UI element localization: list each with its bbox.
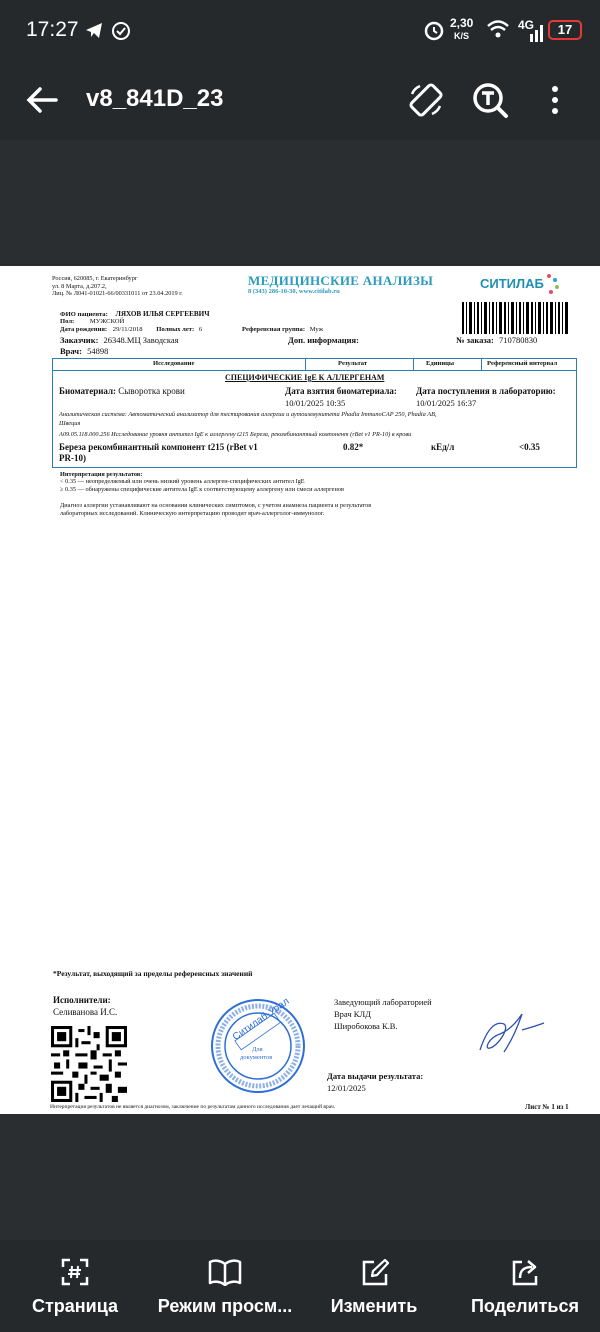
result-value: 0.82* — [343, 442, 364, 452]
biomaterial-label: Биоматериал: — [59, 386, 117, 396]
brand-name: СИТИЛАБ — [480, 276, 544, 291]
share-button-label: Поделиться — [470, 1296, 580, 1316]
sex-label: Пол: — [60, 318, 75, 325]
receipt-date-label: Дата поступления в лабораторию: — [416, 386, 556, 396]
network-type: 4G — [518, 18, 535, 32]
sex-value: МУЖСКОЙ — [89, 318, 125, 325]
net-speed-value: 2,30 — [450, 16, 474, 30]
bottom-toolbar — [0, 1240, 600, 1332]
footnote: *Результат, выходящий за пределы референсных значений — [53, 969, 253, 978]
status-time: 17:27 — [26, 18, 79, 41]
issue-date-label: Дата выдачи результата: — [327, 1071, 424, 1081]
column-divider — [481, 359, 482, 371]
view-mode-button[interactable] — [150, 1240, 300, 1332]
age-value: 6 — [198, 326, 203, 333]
ref-group-label: Референсная группа: — [242, 326, 306, 333]
lab-address-line: Россия, 620085, г. Екатеринбург — [52, 275, 138, 282]
analyzer-line: Швеция — [59, 420, 81, 427]
document-title: v8_841D_23 — [86, 85, 224, 112]
method-line: A09.05.118.000.256 Исследование уровня антител IgE к аллергену t215 Береза, рекомбинантный компонент (rBet v1 PR-10) в крови — [59, 431, 412, 438]
analyzer-line: Аналитическая система: Автоматический анализатор для тестирования аллергии и аутоиммунитета Phadia ImmunoCAP 250, Phadia AB, — [59, 411, 437, 418]
alarm-icon — [422, 18, 446, 42]
column-divider — [413, 359, 414, 371]
back-arrow-icon[interactable] — [22, 80, 62, 120]
share-button[interactable] — [466, 1240, 584, 1332]
text-recognition-icon[interactable] — [470, 80, 510, 120]
ref-group-value: Муж — [309, 326, 324, 333]
section-title: СПЕЦИФИЧЕСКИЕ IgE К АЛЛЕРГЕНАМ — [225, 373, 385, 382]
head-name: Широбокова К.В. — [334, 1021, 398, 1031]
telegram-icon — [84, 20, 144, 42]
issue-date: 12/01/2025 — [327, 1083, 366, 1093]
stamp-text: Для — [252, 1046, 263, 1053]
page-scan-icon — [61, 1258, 89, 1286]
note-line: лабораторных исследований. Клиническую интерпретацию проводит врач-аллерголог-иммунолог. — [60, 510, 325, 517]
patient-label: ФИО пациента: — [60, 311, 108, 318]
test-name-cont: PR-10) — [59, 453, 86, 463]
age-label: Полных лет: — [156, 326, 195, 333]
edit-button[interactable] — [322, 1240, 426, 1332]
customer-value: 26348.МЦ Заводская — [103, 335, 179, 345]
column-divider — [305, 359, 306, 371]
dob-row — [60, 326, 202, 333]
table-header — [53, 359, 576, 371]
stamp-brand: Ситилаб-Урал — [230, 995, 292, 1044]
net-speed-unit: K/S — [454, 31, 470, 41]
page-button[interactable] — [24, 1240, 126, 1332]
customer-label: Заказчик: — [60, 335, 99, 345]
header-result: Результат — [338, 360, 368, 367]
lab-address-line: ул. 8 Марта, д.207.2, — [52, 282, 107, 290]
note-line: Диагноз аллергии устанавливают на основании клинических симптомов, с учетом анамнеза пациента и результатов — [60, 502, 372, 509]
book-icon — [208, 1258, 242, 1286]
sample-date: 10/01/2025 10:35 — [285, 398, 346, 408]
interp-line: ≥ 0.35 — обнаружены специфические антитела IgE к соответствующему аллергену или смеси аллергенов — [60, 486, 344, 493]
order-number: 710780830 — [498, 335, 538, 345]
barcode-image — [462, 302, 570, 334]
doctor-row — [60, 346, 108, 356]
interp-line: < 0.35 — неопределяемый или очень низкий уровень аллерген-специфических антител IgE — [60, 478, 305, 485]
signal-icon — [520, 24, 544, 42]
status-bar — [0, 0, 600, 60]
header-phone: 8 (343) 286-10-30, www.citilab.ru — [248, 288, 340, 295]
view-mode-button-label: Режим просм... — [157, 1296, 293, 1316]
document-page[interactable] — [0, 266, 600, 1114]
battery-level: 17 — [557, 22, 573, 37]
dob-value: 29/11/2018 — [112, 326, 143, 333]
signature-image — [474, 1010, 550, 1058]
header-study: Исследование — [153, 360, 195, 367]
receipt-date: 10/01/2025 16:37 — [416, 398, 477, 408]
dob-label: Дата рождения: — [60, 326, 108, 333]
page-button-label: Страница — [31, 1296, 119, 1316]
citilab-logo — [480, 276, 544, 291]
sheet-number: Лист № 1 из 1 — [525, 1103, 569, 1111]
header-ref-interval: Референсный интервал — [487, 360, 558, 367]
app-bar — [0, 60, 600, 140]
status-right-group — [410, 0, 600, 60]
doctor-label: Врач: — [60, 346, 82, 356]
patient-name: ЛЯХОВ ИЛЬЯ СЕРГЕЕВИЧ — [115, 310, 210, 318]
head-title: Врач КЛД — [334, 1009, 371, 1019]
ref-group-row — [242, 326, 323, 333]
order-label: № заказа: — [456, 335, 494, 345]
biomaterial-row — [59, 386, 185, 396]
lab-license-line: Лиц. № Л041-01021-66/00331011 от 23.04.2019 г. — [52, 290, 183, 298]
qr-code-image — [51, 1026, 127, 1102]
lab-address — [52, 275, 183, 298]
customer-row — [60, 335, 179, 345]
wifi-icon — [486, 18, 510, 40]
logo-dots-icon — [545, 272, 561, 296]
ref-interval-value: <0.35 — [519, 442, 540, 452]
head-title: Заведующий лабораторией — [334, 997, 432, 1007]
results-table — [52, 358, 577, 468]
extra-info-label: Доп. информация: — [288, 335, 359, 345]
edit-icon — [360, 1258, 390, 1288]
order-row — [456, 335, 537, 345]
share-icon — [510, 1258, 540, 1288]
biomaterial-value: Сыворотка крови — [118, 386, 185, 396]
sample-date-label: Дата взятия биоматериала: — [285, 386, 397, 396]
disclaimer: Интерпретация результатов не является диагнозом, заключение по результатам данного исследования дает лечащий врач. — [50, 1104, 336, 1110]
performers-label: Исполнители: — [53, 995, 111, 1005]
header-units: Единицы — [426, 360, 455, 367]
stamp-text: документов — [240, 1054, 273, 1061]
rotate-icon[interactable] — [406, 80, 446, 120]
edit-button-label: Изменить — [330, 1296, 418, 1316]
header-title: МЕДИЦИНСКИЕ АНАЛИЗЫ — [248, 273, 434, 288]
more-vert-icon[interactable] — [535, 80, 575, 120]
battery-indicator — [548, 20, 582, 40]
test-name: Береза рекомбинантный компонент t215 (rBet v1 — [59, 442, 258, 452]
sex-row — [60, 318, 124, 325]
doctor-value: 54898 — [87, 346, 109, 356]
patient-row — [60, 310, 210, 318]
performer-name: Селиванова И.С. — [53, 1007, 118, 1017]
interp-title: Интерпретация результатов: — [60, 471, 143, 478]
result-units: кЕд/л — [431, 442, 455, 452]
